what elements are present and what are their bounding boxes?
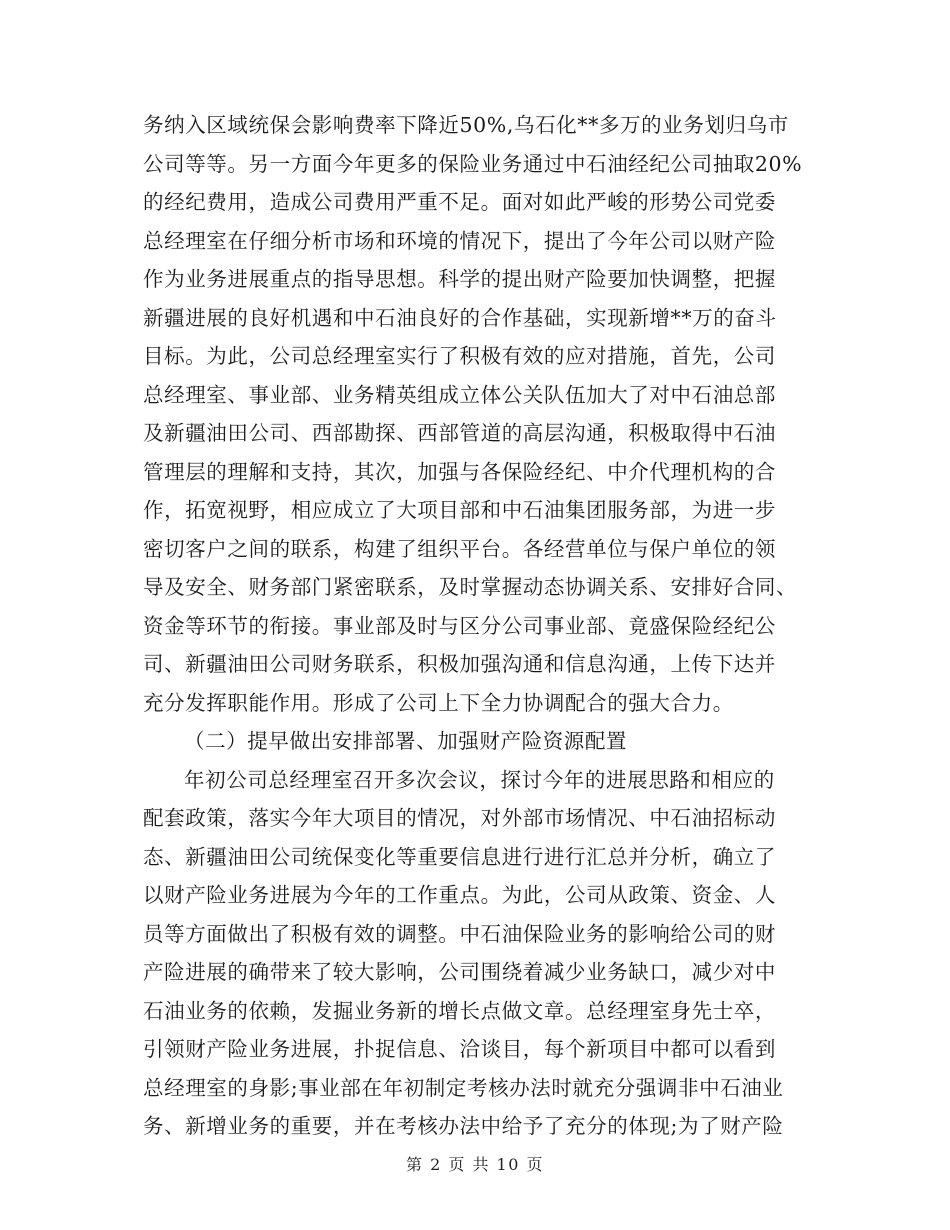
text-line: 新疆进展的良好机遇和中石油良好的合作基础，实现新增**万的奋斗 xyxy=(143,305,777,330)
text-line: 密切客户之间的联系，构建了组织平台。各经营单位与保户单位的领 xyxy=(143,536,776,561)
document-body xyxy=(143,106,823,1146)
text-line: 态、新疆油田公司统保变化等重要信息进行进行汇总并分析，确立了 xyxy=(143,844,776,869)
section-heading: （二）提早做出安排部署、加强财产险资源配置 xyxy=(184,729,628,753)
page-number-footer: 第 2 页 共 10 页 xyxy=(406,1155,544,1174)
text-line: 务纳入区域统保会影响费率下降近50%,乌石化**多万的业务划归乌市 xyxy=(143,113,789,137)
text-line: 务、新增业务的重要，并在考核办法中给予了充分的体现;为了财产险 xyxy=(143,1114,784,1138)
text-line: 资金等环节的衔接。事业部及时与区分公司事业部、竟盛保险经纪公 xyxy=(143,613,776,638)
text-line: 作，拓宽视野，相应成立了大项目部和中石油集团服务部，为进一步 xyxy=(143,498,776,522)
text-line: 以财产险业务进展为今年的工作重点。为此，公司从政策、资金、人 xyxy=(143,883,776,907)
text-line: 的经纪费用，造成公司费用严重不足。面对如此严峻的形势公司党委 xyxy=(143,190,776,214)
text-line: 作为业务进展重点的指导思想。科学的提出财产险要加快调整，把握 xyxy=(143,267,776,291)
paragraph-first-line: 年初公司总经理室召开多次会议，探讨今年的进展思路和相应的 xyxy=(184,767,775,792)
text-line: 总经理室在仔细分析市场和环境的情况下，提出了今年公司以财产险 xyxy=(143,228,776,253)
text-line: 及新疆油田公司、西部勘探、西部管道的高层沟通，积极取得中石油 xyxy=(143,421,776,445)
text-line: 管理层的理解和支持，其次，加强与各保险经纪、中介代理机构的合 xyxy=(143,459,776,484)
text-line: 配套政策，落实今年大项目的情况，对外部市场情况、中石油招标动 xyxy=(143,806,776,830)
text-line: 总经理室、事业部、业务精英组成立体公关队伍加大了对中石油总部 xyxy=(143,382,776,407)
text-line: 产险进展的确带来了较大影响，公司围绕着减少业务缺口，减少对中 xyxy=(143,960,776,984)
text-line: 司、新疆油田公司财务联系，积极加强沟通和信息沟通，上传下达并 xyxy=(143,652,776,676)
text-line: 总经理室的身影;事业部在年初制定考核办法时就充分强调非中石油业 xyxy=(143,1075,784,1100)
text-line: 石油业务的依赖，发掘业务新的增长点做文章。总经理室身先士卒， xyxy=(143,998,776,1023)
text-line: 充分发挥职能作用。形成了公司上下全力协调配合的强大合力。 xyxy=(143,690,734,715)
text-line: 公司等等。另一方面今年更多的保险业务通过中石油经纪公司抽取20% xyxy=(143,151,803,176)
text-line: 导及安全、财务部门紧密联系，及时掌握动态协调关系、安排好合同、 xyxy=(143,575,798,599)
text-line: 引领财产险业务进展，扑捉信息、洽谈目，每个新项目中都可以看到 xyxy=(143,1037,776,1061)
text-line: 目标。为此，公司总经理室实行了积极有效的应对措施，首先，公司 xyxy=(143,344,776,368)
text-line: 员等方面做出了积极有效的调整。中石油保险业务的影响给公司的财 xyxy=(143,921,776,946)
